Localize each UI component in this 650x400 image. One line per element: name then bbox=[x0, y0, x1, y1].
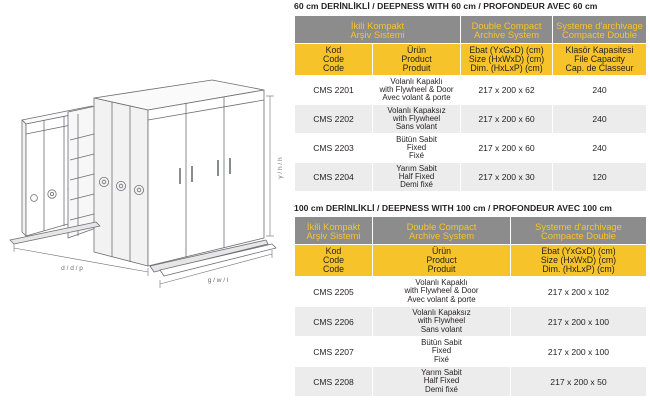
cell-code: CMS 2203 bbox=[295, 134, 373, 163]
cell-product: Volanlı Kapaklı with Flywheel & Door Avec volant & porte bbox=[373, 277, 511, 307]
table-row bbox=[295, 367, 647, 397]
cell-product: Yarım Sabit Half Fixed Demi fixé bbox=[373, 367, 511, 397]
column-header-size: Ebat (YxGxD) (cm) Size (HxWxD) (cm) Dim. (HxLxP) (cm) bbox=[511, 245, 647, 277]
cell-size: 217 x 200 x 30 bbox=[461, 163, 553, 192]
table-row bbox=[295, 163, 647, 192]
table-row bbox=[295, 105, 647, 134]
archive-system-drawing bbox=[0, 0, 290, 400]
cell-code: CMS 2206 bbox=[295, 307, 373, 337]
cell-product: Volanlı Kapaksız with Flywheel Sans volant bbox=[373, 105, 461, 134]
depth-dimension-label: d / d / p bbox=[61, 265, 83, 272]
cell-code: CMS 2208 bbox=[295, 367, 373, 397]
section-100cm-title: 100 cm DERİNLİKLİ / DEEPNESS WITH 100 cm / PROFONDEUR AVEC 100 cm bbox=[294, 203, 612, 213]
compact-shelving-illustration bbox=[0, 0, 290, 400]
cell-code: CMS 2202 bbox=[295, 105, 373, 134]
header-title-tr: İkili Kompakt Arşiv Sistemi bbox=[295, 217, 373, 245]
table-row bbox=[295, 307, 647, 337]
cell-product: Yarım Sabit Half Fixed Demi fixé bbox=[373, 163, 461, 192]
column-header-capacity: Klasör Kapasitesi File Capacity Cap. de Classeur bbox=[553, 44, 647, 76]
table-row bbox=[295, 277, 647, 307]
column-header-code: Kod Code Code bbox=[295, 245, 373, 277]
cell-capacity: 240 bbox=[553, 134, 647, 163]
cell-code: CMS 2201 bbox=[295, 76, 373, 105]
cell-size: 217 x 200 x 100 bbox=[511, 337, 647, 367]
cell-size: 217 x 200 x 100 bbox=[511, 307, 647, 337]
header-title-en: Double Compact Archive System bbox=[461, 16, 553, 44]
cell-code: CMS 2207 bbox=[295, 337, 373, 367]
table-row bbox=[295, 76, 647, 105]
header-title-fr: Systeme d'archivage Compacte Double bbox=[511, 217, 647, 245]
table-row bbox=[295, 134, 647, 163]
table-header-grey bbox=[295, 16, 647, 44]
cell-size: 217 x 200 x 60 bbox=[461, 134, 553, 163]
cell-product: Bütün Sabit Fixed Fixé bbox=[373, 337, 511, 367]
cell-size: 217 x 200 x 60 bbox=[461, 105, 553, 134]
table-header-yellow bbox=[295, 245, 647, 277]
spec-table-100cm bbox=[294, 216, 647, 397]
cell-product: Bütün Sabit Fixed Fixé bbox=[373, 134, 461, 163]
header-title-tr: İkili Kompakt Arşiv Sistemi bbox=[295, 16, 461, 44]
cell-capacity: 240 bbox=[553, 105, 647, 134]
column-header-code: Kod Code Code bbox=[295, 44, 373, 76]
height-dimension-label: y / h / h bbox=[277, 157, 284, 179]
cell-product: Volanlı Kapaklı with Flywheel & Door Avec volant & porte bbox=[373, 76, 461, 105]
cell-code: CMS 2204 bbox=[295, 163, 373, 192]
cell-size: 217 x 200 x 102 bbox=[511, 277, 647, 307]
cell-size: 217 x 200 x 50 bbox=[511, 367, 647, 397]
spec-table-60cm bbox=[294, 15, 647, 192]
width-dimension-label: g / w / l bbox=[207, 277, 229, 284]
cell-size: 217 x 200 x 62 bbox=[461, 76, 553, 105]
header-title-en: Double Compact Archive System bbox=[373, 217, 511, 245]
cell-product: Volanlı Kapaksız with Flywheel Sans volant bbox=[373, 307, 511, 337]
header-title-fr: Systeme d'archivage Compacte Double bbox=[553, 16, 647, 44]
table-header-grey bbox=[295, 217, 647, 245]
table-header-yellow bbox=[295, 44, 647, 76]
cell-capacity: 240 bbox=[553, 76, 647, 105]
column-header-product: Ürün Product Produit bbox=[373, 44, 461, 76]
table-row bbox=[295, 337, 647, 367]
column-header-size: Ebat (YxGxD) (cm) Size (HxWxD) (cm) Dim. (HxLxP) (cm) bbox=[461, 44, 553, 76]
section-60cm-title: 60 cm DERİNLİKLİ / DEEPNESS WITH 60 cm / PROFONDEUR AVEC 60 cm bbox=[294, 1, 598, 11]
cell-code: CMS 2205 bbox=[295, 277, 373, 307]
cell-capacity: 120 bbox=[553, 163, 647, 192]
column-header-product: Ürün Product Produit bbox=[373, 245, 511, 277]
